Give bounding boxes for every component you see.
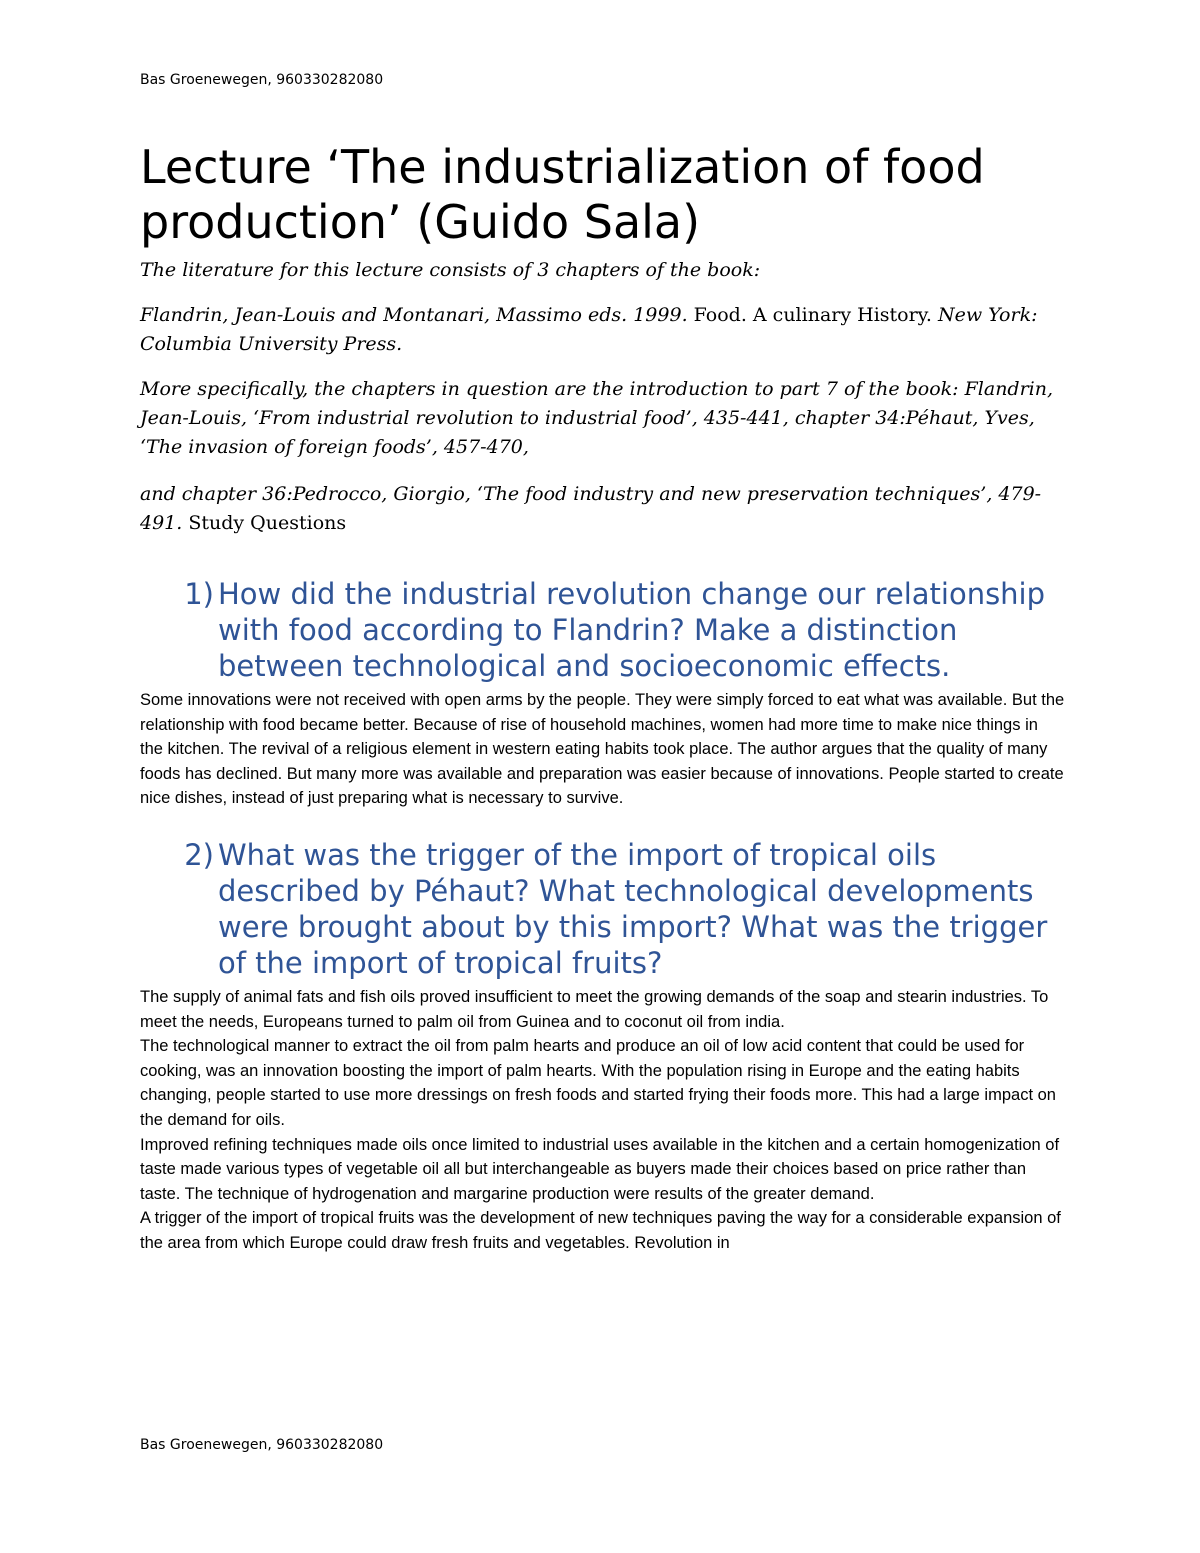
question-2-number: 2) [184, 837, 214, 872]
question-2-heading [140, 837, 1065, 981]
question-1-heading [140, 576, 1065, 684]
study-questions-label: Study Questions [188, 512, 347, 534]
chapter36-paragraph [140, 480, 1065, 538]
question-2-text: What was the trigger of the import of tropical oils described by Péhaut? What technological developments were brought about by this import? What was the trigger of the import of tropical fruits? [218, 837, 1048, 980]
chapters-paragraph: More specifically, the chapters in question are the introduction to part 7 of the book: Flandrin, Jean-Louis, ‘From industrial revolution to industrial food’, 435-441, chapter 34:Péhaut, Yves, ‘The invasion of foreign foods’, 457-470, [140, 378, 1054, 458]
page-footer: Bas Groenewegen, 960330282080 [140, 1437, 384, 1453]
page-title: Lecture ‘The industrialization of food production’ (Guido Sala) [140, 140, 985, 249]
document-body [140, 140, 1065, 1256]
question-2-answer-p1: The supply of animal fats and fish oils proved insufficient to meet the growing demands of the soap and stearin industries. To meet the needs, Europeans turned to palm oil from Guinea and to coconut oil from india. [140, 987, 1049, 1031]
question-1-text: How did the industrial revolution change our relationship with food according to Flandrin? Make a distinction between technological and socioeconomic effects. [218, 577, 1046, 683]
citation-publisher: New York: Columbia University Press. [140, 304, 1038, 355]
question-2-answer-p3: Improved refining techniques made oils once limited to industrial uses available in the kitchen and a certain homogenization of taste made various types of vegetable oil all but interchangeable as buyers made their choices based on price rather than taste. The technique of hydrogenation and margarine production were results of the greater demand. [140, 1135, 1060, 1203]
citation-authors: Flandrin, Jean-Louis and Montanari, Massimo eds. 1999. [140, 304, 694, 326]
question-1-number: 1) [184, 577, 214, 611]
question-2-answer-p2: The technological manner to extract the oil from palm hearts and produce an oil of low acid content that could be used for cooking, was an innovation boosting the import of palm hearts. With the population rising in Europe and the eating habits changing, people started to use more dressings on fresh foods and started frying their foods more. This had a large impact on the demand for oils. [140, 1037, 1056, 1129]
question-1-answer: Some innovations were not received with open arms by the people. They were simply forced to eat what was available. But the relationship with food became better. Because of rise of household machines, women had more time to make nice things in the kitchen. The revival of a religious element in western eating habits took place. The author argues that the quality of many foods has declined. But many more was available and preparation was easier because of innovations. People started to create nice dishes, instead of just preparing what is necessary to survive. [140, 691, 1065, 808]
chapter36-text: and chapter 36:Pedrocco, Giorgio, ‘The food industry and new preservation techniques’, 479-491. [140, 483, 1042, 534]
question-2-answer-p4: A trigger of the import of tropical fruits was the development of new techniques paving the way for a considerable expansion of the area from which Europe could draw fresh fruits and vegetables. Revolution in [140, 1209, 1061, 1252]
literature-line: The literature for this lecture consists of 3 chapters of the book: [140, 259, 761, 281]
page-header: Bas Groenewegen, 960330282080 [140, 72, 384, 88]
citation [140, 301, 1065, 359]
citation-book-title: Food. A culinary History. [693, 304, 938, 326]
